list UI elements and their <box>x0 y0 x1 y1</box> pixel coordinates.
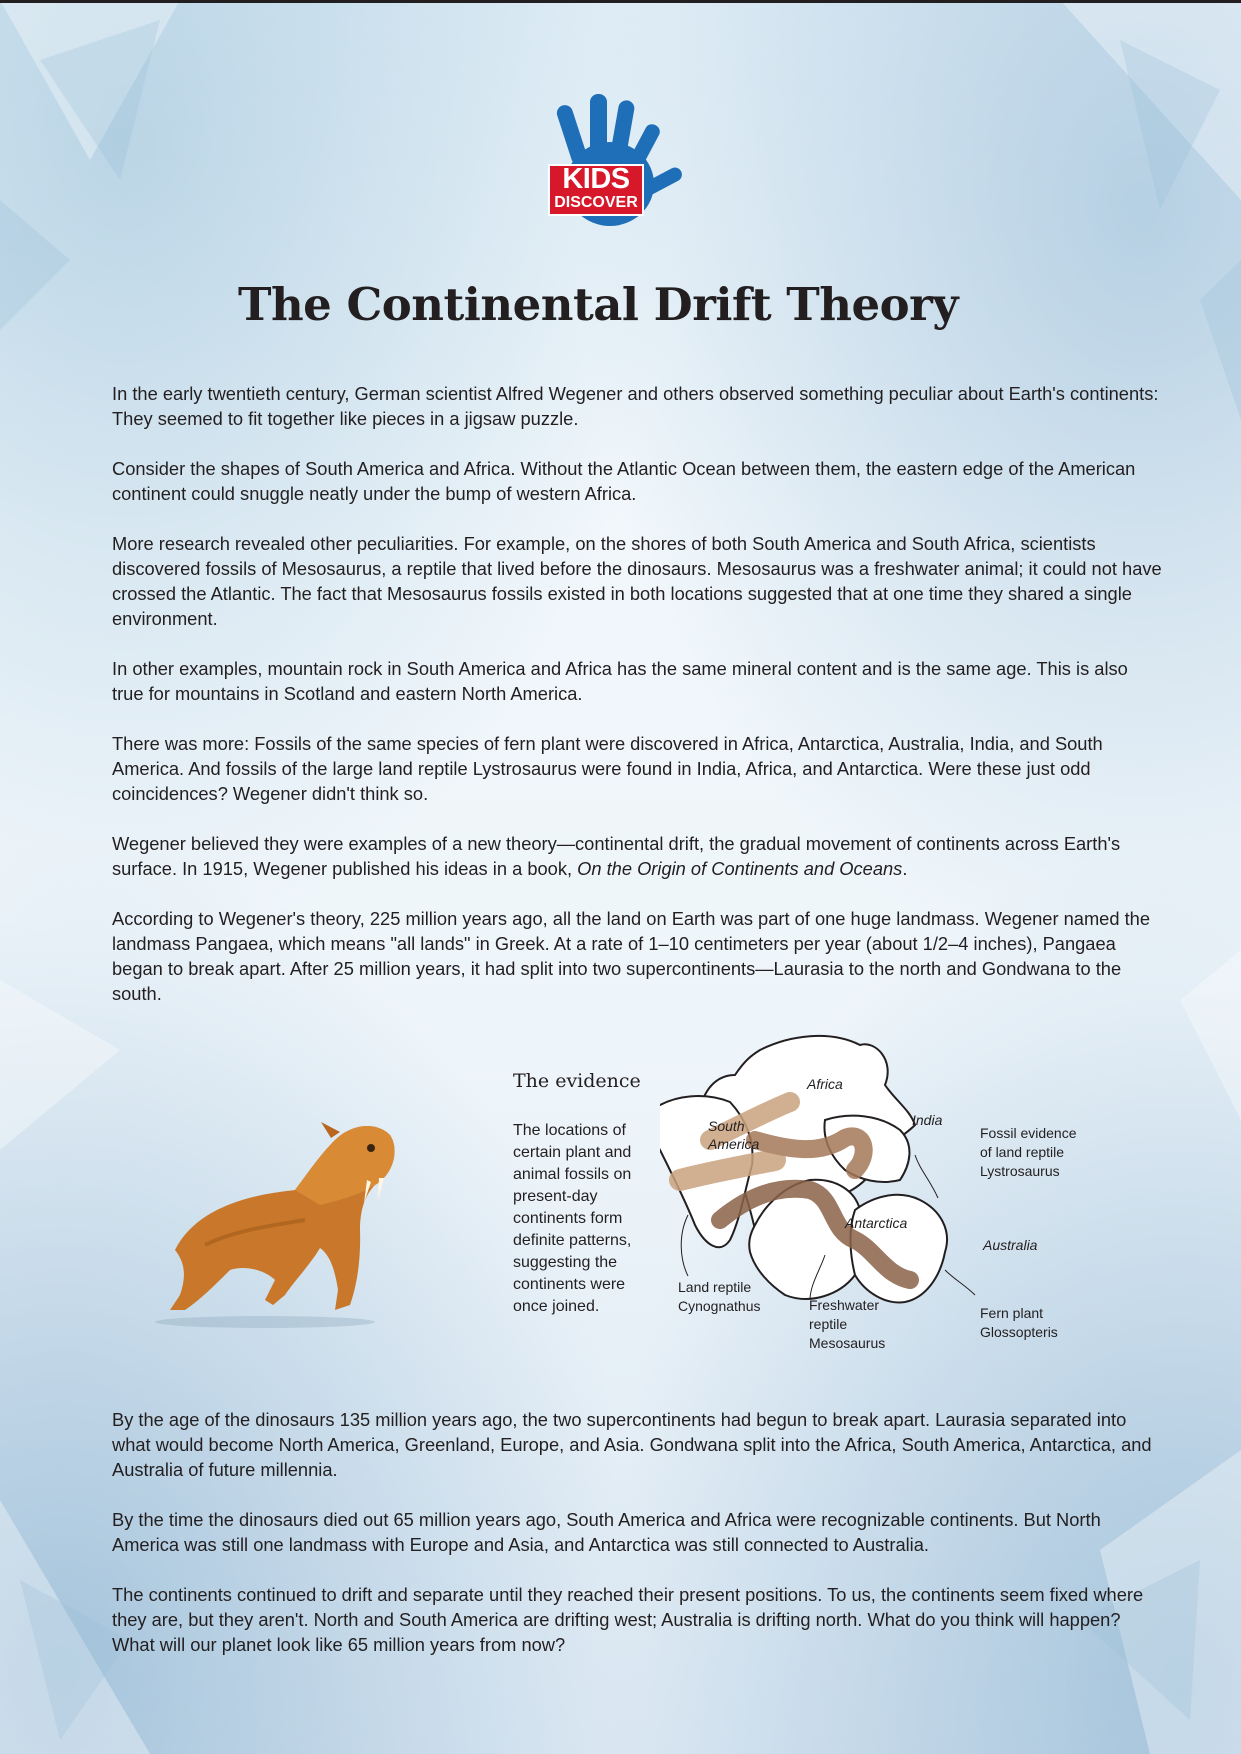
paragraph-7: According to Wegener's theory, 225 million years ago, all the land on Earth was part of one huge landmass. Wegener named the landmass Pangaea, which means "all lands" in Greek. At a rate of 1–10 centimeters per year (about 1/2–4 inches), Pangaea began to break apart. After 25 million years, it had split into two supercontinents—Laurasia to the north and Gondwana to the south. <box>112 908 1151 1004</box>
callout-mesosaurus-1: Freshwater <box>809 1297 880 1313</box>
page-title: The Continental Drift Theory <box>237 278 959 331</box>
label-india: India <box>912 1112 943 1128</box>
callout-cynognathus-2: Cynognathus <box>678 1298 761 1314</box>
label-south-america-2: America <box>708 1136 760 1152</box>
callout-lystrosaurus-3: Lystrosaurus <box>980 1163 1060 1179</box>
book-title: On the Origin of Continents and Oceans <box>577 858 903 879</box>
logo-discover-text: DISCOVER <box>554 194 638 211</box>
callout-cynognathus-1: Land reptile <box>678 1279 752 1295</box>
paragraph-4: In other examples, mountain rock in South America and Africa has the same mineral content and is the same age. This is also true for mountains in Scotland and eastern North America. <box>112 658 1128 704</box>
paragraph-9: By the time the dinosaurs died out 65 million years ago, South America and Africa were recognizable continents. But North America was still one landmass with Europe and Asia, and Antarctica was still connected to Australia. <box>112 1509 1101 1555</box>
label-africa: Africa <box>807 1076 843 1092</box>
figure-title: The evidence <box>513 1070 641 1092</box>
callout-glossopteris-1: Fern plant <box>980 1305 1044 1321</box>
paragraph-10: The continents continued to drift and separate until they reached their present positions. To us, the continents seem fixed where they are, but they aren't. North and South America are drifting west; Australia is drifting north. What do you think will happen? What will our planet look like 65 million years from now? <box>112 1584 1144 1655</box>
gondwana-fossil-map <box>660 1030 1120 1360</box>
paragraph-6-end: . <box>902 858 908 879</box>
top-border <box>0 0 1241 3</box>
label-antarctica: Antarctica <box>845 1215 908 1231</box>
callout-mesosaurus-2: reptile <box>809 1316 848 1332</box>
paragraph-8: By the age of the dinosaurs 135 million years ago, the two supercontinents had begun to break apart. Laurasia separated into what would become North America, Greenland, Europe, and Asia. Gondwana split into the Africa, South America, Antarctica, and Australia of future millennia. <box>112 1409 1152 1480</box>
paragraph-2: Consider the shapes of South America and Africa. Without the Atlantic Ocean between them, the eastern edge of the American continent could snuggle neatly under the bump of western Africa. <box>112 458 1136 504</box>
paragraph-6 <box>112 831 1162 881</box>
callout-mesosaurus-3: Mesosaurus <box>809 1335 886 1351</box>
label-south-america-1: South <box>708 1118 745 1134</box>
callout-glossopteris-2: Glossopteris <box>980 1324 1058 1340</box>
label-australia: Australia <box>983 1237 1038 1253</box>
figure-caption: The locations of certain plant and animal fossils on present-day continents form definite patterns, suggesting the continents were once joined. <box>513 1122 632 1315</box>
paragraph-6-text: Wegener believed they were examples of a new theory—continental drift, the gradual movement of continents across Earth's surface. In 1915, Wegener published his ideas in a book, <box>112 833 1121 879</box>
kids-discover-logo <box>540 92 710 242</box>
callout-lystrosaurus-2: of land reptile <box>980 1144 1065 1160</box>
sabertooth-cat-illustration <box>135 1100 405 1330</box>
paragraph-3: More research revealed other peculiarities. For example, on the shores of both South America and South Africa, scientists discovered fossils of Mesosaurus, a reptile that lived before the dinosaurs. Mesosaurus was a freshwater animal; it could not have crossed the Atlantic. The fact that Mesosaurus fossils existed in both locations suggested that at one time they shared a single environment. <box>112 533 1162 629</box>
callout-lystrosaurus-1: Fossil evidence <box>980 1125 1077 1141</box>
paragraph-1: In the early twentieth century, German scientist Alfred Wegener and others observed something peculiar about Earth's continents: They seemed to fit together like pieces in a jigsaw puzzle. <box>112 383 1159 429</box>
logo-kids-text: KIDS <box>562 163 630 195</box>
paragraph-5: There was more: Fossils of the same species of fern plant were discovered in Africa, Antarctica, Australia, India, and South America. And fossils of the large land reptile Lystrosaurus were found in India, Africa, and Antarctica. Were these just odd coincidences? Wegener didn't think so. <box>112 733 1103 804</box>
